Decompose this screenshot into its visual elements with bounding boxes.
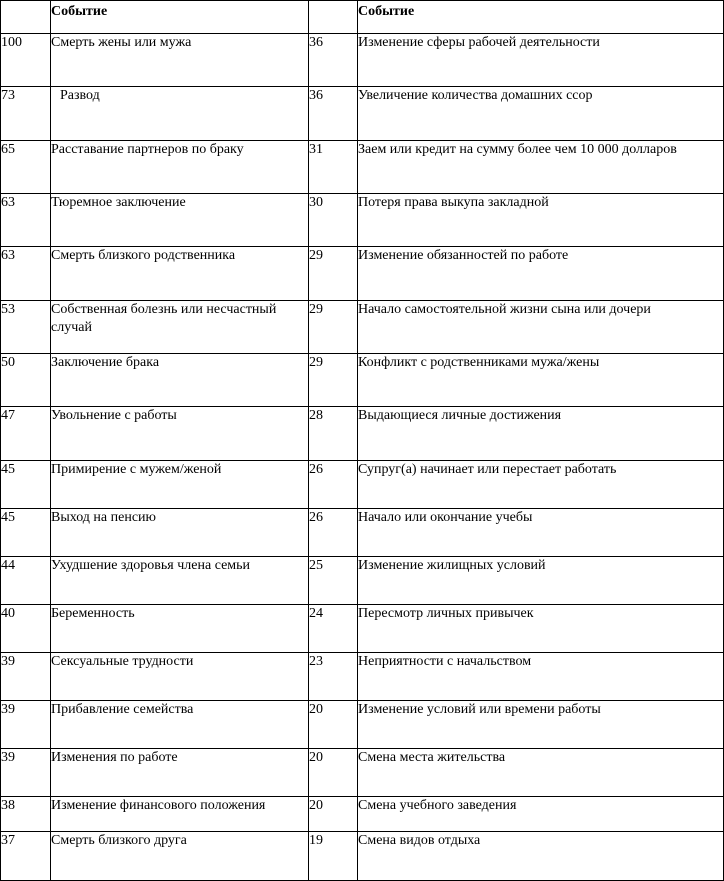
score-left-cell: 100 [1, 34, 51, 87]
event-left-cell: Изменение финансового положения [51, 797, 309, 832]
score-left-cell: 45 [1, 509, 51, 557]
event-right-cell: Изменение жилищных условий [358, 557, 724, 605]
event-right-cell: Пересмотр личных привычек [358, 605, 724, 653]
table-row [1, 34, 724, 87]
table-row [1, 194, 724, 247]
header-event-right: Событие [358, 1, 724, 34]
event-right-cell: Заем или кредит на сумму более чем 10 000 долларов [358, 141, 724, 194]
table-row [1, 141, 724, 194]
event-right-cell: Начало или окончание учебы [358, 509, 724, 557]
header-score-right [309, 1, 358, 34]
event-left-cell: Расставание партнеров по браку [51, 141, 309, 194]
table-row [1, 407, 724, 461]
table-row [1, 247, 724, 301]
header-row [1, 1, 724, 34]
table-row [1, 701, 724, 749]
header-score-left [1, 1, 51, 34]
event-left-cell: Прибавление семейства [51, 701, 309, 749]
table-row [1, 605, 724, 653]
score-right-cell: 30 [309, 194, 358, 247]
score-right-cell: 36 [309, 34, 358, 87]
score-left-cell: 53 [1, 301, 51, 354]
event-left-cell: Беременность [51, 605, 309, 653]
table-row [1, 354, 724, 407]
event-right-cell: Потеря права выкупа закладной [358, 194, 724, 247]
score-left-cell: 38 [1, 797, 51, 832]
score-left-cell: 44 [1, 557, 51, 605]
event-left-cell: Сексуальные трудности [51, 653, 309, 701]
event-left-cell: Изменения по работе [51, 749, 309, 797]
event-right-cell: Увеличение количества домашних ссор [358, 87, 724, 141]
event-right-cell: Конфликт с родственниками мужа/жены [358, 354, 724, 407]
event-right-cell: Супруг(а) начинает или перестает работать [358, 461, 724, 509]
score-right-cell: 26 [309, 461, 358, 509]
score-right-cell: 24 [309, 605, 358, 653]
score-right-cell: 36 [309, 87, 358, 141]
score-left-cell: 65 [1, 141, 51, 194]
table-row [1, 461, 724, 509]
event-left-cell: Развод [51, 87, 309, 141]
score-left-cell: 40 [1, 605, 51, 653]
score-left-cell: 45 [1, 461, 51, 509]
event-left-cell: Смерть близкого друга [51, 832, 309, 881]
score-right-cell: 20 [309, 749, 358, 797]
table-row [1, 749, 724, 797]
score-left-cell: 37 [1, 832, 51, 881]
score-left-cell: 39 [1, 653, 51, 701]
event-left-cell: Смерть близкого родственника [51, 247, 309, 301]
score-right-cell: 26 [309, 509, 358, 557]
event-left-cell: Смерть жены или мужа [51, 34, 309, 87]
event-left-cell: Заключение брака [51, 354, 309, 407]
event-right-cell: Начало самостоятельной жизни сына или дочери [358, 301, 724, 354]
score-right-cell: 29 [309, 247, 358, 301]
event-left-cell: Выход на пенсию [51, 509, 309, 557]
event-right-cell: Изменение условий или времени работы [358, 701, 724, 749]
event-right-cell: Выдающиеся личные достижения [358, 407, 724, 461]
table-row [1, 832, 724, 881]
score-left-cell: 39 [1, 749, 51, 797]
score-left-cell: 73 [1, 87, 51, 141]
score-right-cell: 29 [309, 354, 358, 407]
score-left-cell: 63 [1, 194, 51, 247]
score-left-cell: 50 [1, 354, 51, 407]
table-row [1, 301, 724, 354]
event-right-cell: Смена видов отдыха [358, 832, 724, 881]
score-right-cell: 29 [309, 301, 358, 354]
score-right-cell: 19 [309, 832, 358, 881]
score-right-cell: 28 [309, 407, 358, 461]
event-right-cell: Неприятности с начальством [358, 653, 724, 701]
event-left-cell: Ухудшение здоровья члена семьи [51, 557, 309, 605]
score-left-cell: 63 [1, 247, 51, 301]
table-row [1, 797, 724, 832]
score-right-cell: 20 [309, 797, 358, 832]
score-right-cell: 31 [309, 141, 358, 194]
table-row [1, 509, 724, 557]
event-left-cell: Собственная болезнь или несчастный случай [51, 301, 309, 354]
event-right-cell: Смена учебного заведения [358, 797, 724, 832]
score-right-cell: 20 [309, 701, 358, 749]
score-left-cell: 47 [1, 407, 51, 461]
event-left-cell: Тюремное заключение [51, 194, 309, 247]
header-event-left: Событие [51, 1, 309, 34]
event-right-cell: Изменение обязанностей по работе [358, 247, 724, 301]
table-row [1, 557, 724, 605]
event-right-cell: Смена места жительства [358, 749, 724, 797]
score-left-cell: 39 [1, 701, 51, 749]
table-row [1, 653, 724, 701]
event-right-cell: Изменение сферы рабочей деятельности [358, 34, 724, 87]
event-left-cell: Увольнение с работы [51, 407, 309, 461]
score-right-cell: 23 [309, 653, 358, 701]
table-row [1, 87, 724, 141]
score-right-cell: 25 [309, 557, 358, 605]
event-left-cell: Примирение с мужем/женой [51, 461, 309, 509]
